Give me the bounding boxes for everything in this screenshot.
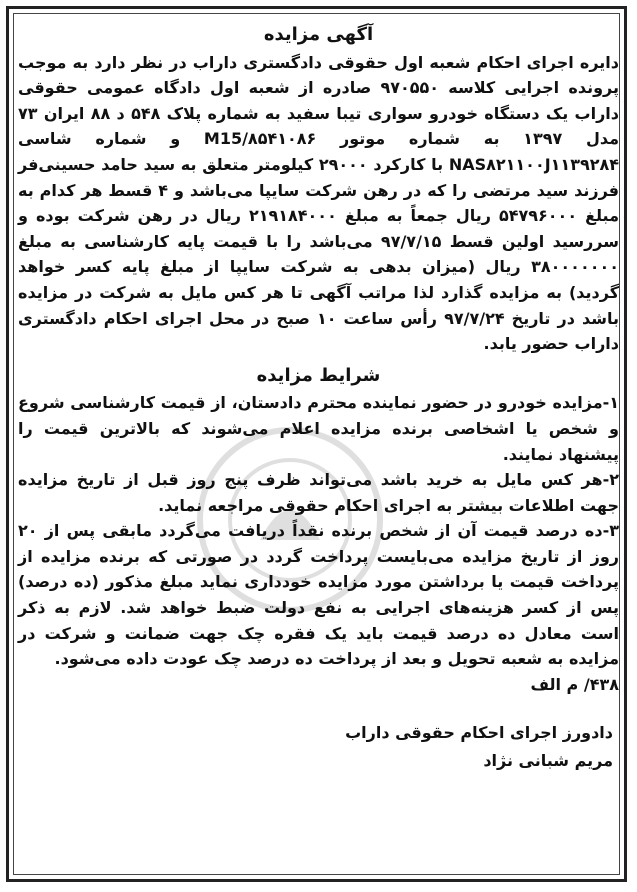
signature-name: مریم شبانی نژاد xyxy=(483,751,613,771)
notice-body: دایره اجرای احکام شعبه اول حقوقی دادگستری داراب در نظر دارد به موجب پرونده اجرایی کلاسه ۹۷۰۵۵۰ صادره از شعبه اول دادگاه عمومی حقوقی داراب یک دستگاه خودرو سواری تیبا سفید به شماره پلاک ۵۴۸ د ۸۸ ایران ۷۳ مدل ۱۳۹۷ به شماره موتور M15/۸۵۴۱۰۸۶ و شماره شاسی NAS۸۲۱۱۰۰J۱۱۳۹۲۸۴ با کارکرد ۲۹۰۰۰ کیلومتر متعلق به سید حامد حسینی‌فر فرزند سید مرتضی را که در رهن شرکت سایپا می‌باشد و ۴ قسط هر کدام به مبلغ ۵۴۷۹۶۰۰۰ ریال جمعاً به مبلغ ۲۱۹۱۸۴۰۰۰ ریال در رهن شرکت بوده و سررسید اولین قسط ۹۷/۷/۱۵ می‌باشد را با قیمت پایه کارشناسی به مبلغ ۳۸۰۰۰۰۰۰۰ ریال (میزان بدهی به شرکت سایپا از مبلغ پایه کسر خواهد گردید) به مزایده گذارد لذا مراتب آگهی تا هر کس مایل به شرکت در مزایده باشد در تاریخ ۹۷/۷/۲۴ رأس ساعت ۱۰ صبح در محل اجرای احکام دادگستری داراب حضور یابد. xyxy=(18,52,620,354)
signature-role: دادورز اجرای احکام حقوقی داراب xyxy=(345,723,613,743)
condition-item: ۳-ده درصد قیمت آن از شخص برنده نقداً دریافت می‌گردد مابقی پس از ۲۰ روز از تاریخ مزایده می‌بایست پرداخت گردد در صورتی که برنده مزایده از پرداخت قیمت یا برداشتن مورد مزایده خودداری نماید مبلغ مذکور (ده درصد) پس از کسر هزینه‌های اجرایی به نفع دولت ضبط خواهد شد. لازم به ذکر است معادل ده درصد قیمت باید یک فقره چک جهت ضمانت و شرکت در مزایده به شعبه تحویل و بعد از پرداخت ده درصد چک عودت داده می‌شود. xyxy=(18,521,619,669)
notice-title: آگهی مزایده xyxy=(263,24,374,45)
conditions-heading: شرایط مزایده xyxy=(256,364,381,386)
condition-item: ۱-مزایده خودرو در حضور نماینده محترم دادستان، از قیمت کارشناسی شروع و شخص یا اشخاصی برنده مزایده اعلام می‌شوند که بالاترین قیمت را پیشنهاد نمایند. xyxy=(18,393,619,464)
condition-item: ۲-هر کس مایل به خرید باشد می‌تواند ظرف پنج روز قبل از تاریخ مزایده جهت اطلاعات بیشتر به اجرای احکام حقوقی مراجعه نماید. xyxy=(18,470,619,515)
notice-content xyxy=(18,22,619,775)
signature-block xyxy=(18,719,619,775)
reference-number: ۴۳۸/ م الف xyxy=(530,674,619,694)
